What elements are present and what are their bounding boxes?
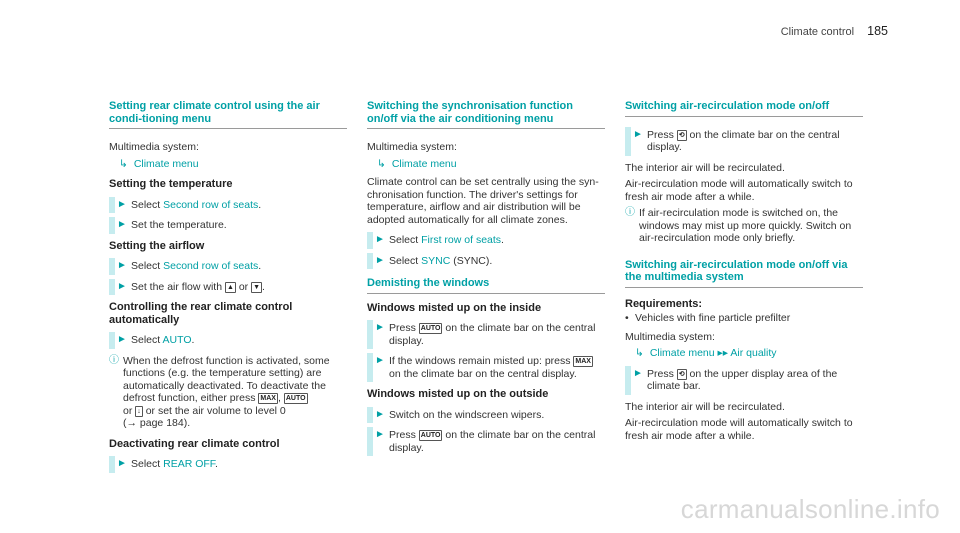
heading-recirculation-multimedia: Switching air-recirculation mode on/off via the multimedia system <box>625 259 863 288</box>
info-note: ⓘ When the defrost function is activated, some functions (e.g. the temperature setting) are automatically deactivated. To deactivate the defrost function, either press MAX , AUTO or ↓ or set the air volume to level 0 (→ page 184). <box>109 354 330 429</box>
link-first-row[interactable]: First row of seats <box>421 234 502 246</box>
page-header <box>781 25 888 39</box>
heading-recirculation: Switching air-recirculation mode on/off <box>625 100 863 117</box>
subheading-airflow: Setting the airflow <box>109 239 205 252</box>
step: ► Switch on the windscreen wipers. <box>367 409 605 422</box>
info-note: ⓘ If air-recirculation mode is switched on, the windows may mist up more quickly. Switch on air-recirculation mode only briefly. <box>625 207 852 244</box>
down-button-icon: ▼ <box>253 283 261 291</box>
recirculation-icon: ⟲ <box>678 131 685 139</box>
step: ► Select SYNC (SYNC). <box>367 255 605 268</box>
step: ► Select First row of seats. <box>367 234 605 247</box>
path-arrow-icon: ↳ <box>635 347 644 359</box>
page-number: 185 <box>867 24 888 38</box>
paragraph: The interior air will be recirculated. <box>625 161 785 174</box>
auto-icon: AUTO <box>420 432 441 439</box>
step: ► Set the air flow with ▲ or ▼ . <box>109 281 347 294</box>
subheading-deactivate: Deactivating rear climate control <box>109 437 280 450</box>
step: ► Press AUTO on the climate bar on the central display. <box>367 322 605 347</box>
step: ► Select REAR OFF. <box>109 458 347 471</box>
auto-icon: AUTO <box>420 325 441 332</box>
subheading-outside: Windows misted up on the outside <box>367 388 549 400</box>
step: ► Select Second row of seats. <box>109 199 347 212</box>
link-second-row[interactable]: Second row of seats <box>163 198 259 211</box>
heading-sync: Switching the synchronisation function on/off via the air conditioning menu <box>367 100 605 129</box>
step: ► Select Second row of seats. <box>109 260 347 273</box>
paragraph: Air-recirculation mode will automatically switch to fresh air mode after a while. <box>625 178 853 203</box>
column-2 <box>367 100 605 462</box>
subheading-automatic: Controlling the rear climate control automatically <box>109 301 293 326</box>
step: ► Press ⟲ on the upper display area of the climate bar. <box>625 368 863 393</box>
step-arrow-icon: ► <box>117 260 127 271</box>
path-climate-menu[interactable]: Climate menu <box>391 157 457 170</box>
path-arrow-icon: ↳ <box>377 157 386 170</box>
up-button-icon: ▲ <box>226 283 234 291</box>
link-second-row[interactable]: Second row of seats <box>163 260 259 272</box>
menu-path[interactable] <box>109 158 347 171</box>
step-arrow-icon: ► <box>117 458 127 469</box>
step-arrow-icon: ► <box>375 408 385 420</box>
info-icon: ⓘ <box>625 207 635 218</box>
step-arrow-icon: ► <box>375 355 385 366</box>
paragraph: Air-recirculation mode will automatically switch to fresh air mode after a while. <box>625 417 853 442</box>
link-sync[interactable]: SYNC <box>421 254 451 267</box>
step-arrow-icon: ► <box>633 367 643 379</box>
link-rear-off[interactable]: REAR OFF <box>163 458 216 470</box>
info-icon: ⓘ <box>109 354 119 366</box>
step: ► Press ⟲ on the climate bar on the central display. <box>625 129 863 154</box>
path-air-quality[interactable]: Air quality <box>730 347 777 359</box>
step: ► Select AUTO. <box>109 334 347 347</box>
step-arrow-icon: ► <box>375 254 385 266</box>
step-arrow-icon: ► <box>375 234 385 245</box>
menu-path[interactable] <box>367 158 605 171</box>
step-arrow-icon: ► <box>375 429 385 440</box>
multimedia-label: Multimedia system: <box>625 330 715 343</box>
page-reference[interactable]: (→ page 184). <box>123 417 191 429</box>
subheading-temperature: Setting the temperature <box>109 178 233 190</box>
path-climate-menu[interactable]: Climate menu <box>649 347 715 359</box>
heading-demist: Demisting the windows <box>367 277 605 294</box>
defrost-icon: MAX <box>260 395 276 402</box>
step: ► Set the temperature. <box>109 219 347 232</box>
step-arrow-icon: ► <box>633 128 643 140</box>
step-arrow-icon: ► <box>117 280 127 292</box>
fan-icon: ↓ <box>137 407 141 415</box>
column-3 <box>625 100 863 446</box>
step: ► Press AUTO on the climate bar on the central display. <box>367 429 605 454</box>
step-arrow-icon: ► <box>375 322 385 333</box>
menu-path[interactable] <box>625 347 863 360</box>
multimedia-label: Multimedia system: <box>109 141 199 153</box>
path-arrow-icon: ↳ <box>119 157 128 170</box>
multimedia-label: Multimedia system: <box>367 141 457 153</box>
requirements-heading: Requirements: <box>625 297 703 310</box>
heading-rear-climate: Setting rear climate control using the air condi-tioning menu <box>109 100 347 129</box>
step-arrow-icon: ► <box>117 198 127 210</box>
sync-intro: Climate control can be set centrally using the syn-chronisation function. The driver's settings for temperature, airflow and air distribution will be adopted automatically for all climate zones. <box>367 176 599 226</box>
auto-icon: AUTO <box>285 395 306 402</box>
paragraph: The interior air will be recirculated. <box>625 400 785 413</box>
step-arrow-icon: ► <box>117 219 127 230</box>
path-climate-menu[interactable]: Climate menu <box>133 157 199 170</box>
recirculation-icon: ⟲ <box>678 370 685 378</box>
path-separator-icon: ▸▸ <box>717 347 729 359</box>
column-1 <box>109 100 347 479</box>
link-auto[interactable]: AUTO <box>162 334 192 346</box>
watermark: carmanualsonline.info <box>680 493 940 524</box>
step: ► If the windows remain misted up: press MAX on the climate bar on the central display. <box>367 355 605 380</box>
section-title: Climate control <box>780 26 855 38</box>
requirement-item: • Vehicles with fine particle prefilter <box>625 312 863 325</box>
step-arrow-icon: ► <box>117 334 127 345</box>
subheading-inside: Windows misted up on the inside <box>367 301 542 314</box>
defrost-icon: MAX <box>575 358 591 365</box>
